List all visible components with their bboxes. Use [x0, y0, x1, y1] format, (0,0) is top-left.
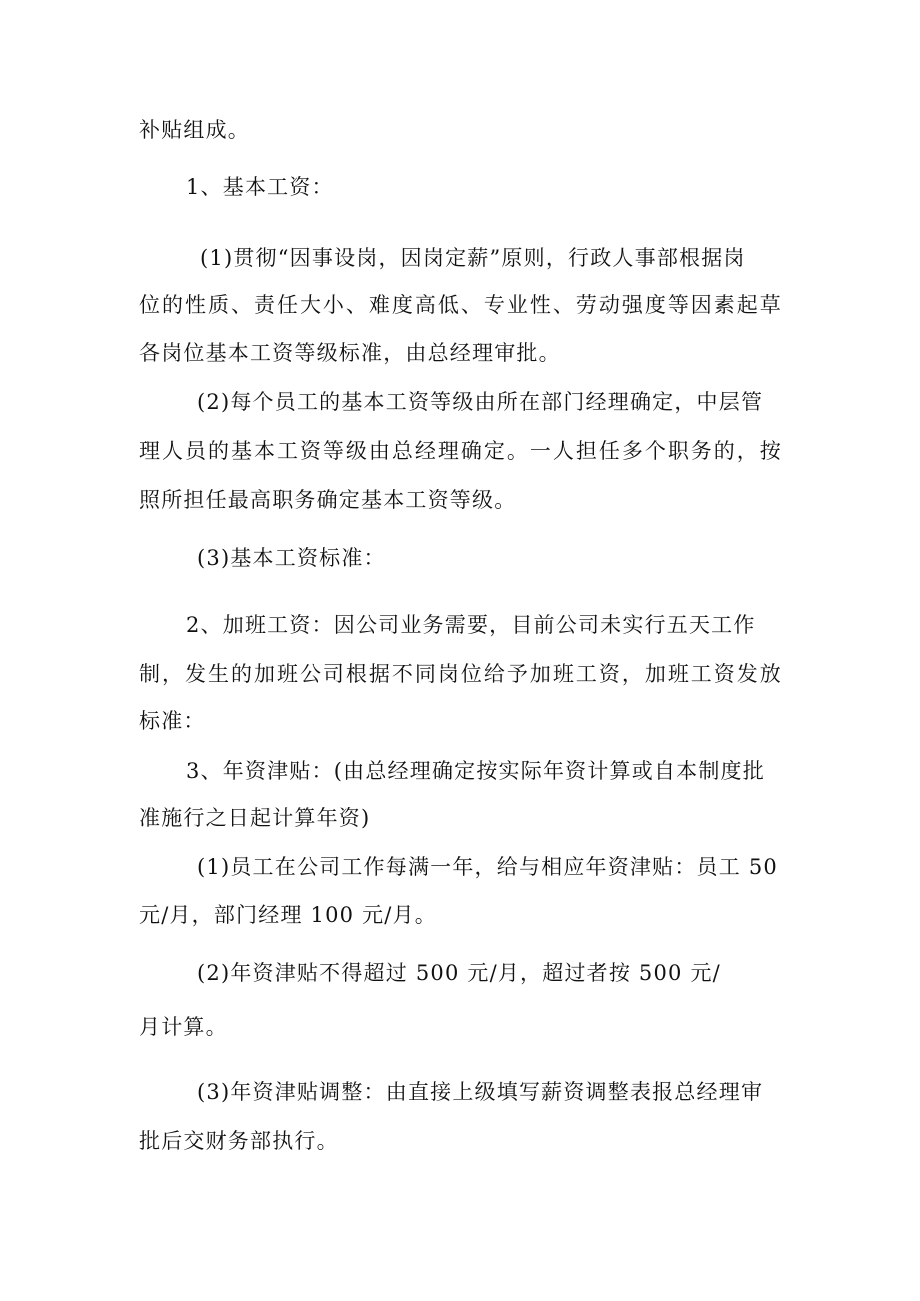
text-line: (1)员工在公司工作每满一年，给与相应年资津贴：员工 50 — [197, 855, 778, 879]
text-line: (3)年资津贴调整：由直接上级填写薪资调整表报总经理审 — [197, 1080, 764, 1104]
text-line: 各岗位基本工资等级标准，由总经理审批。 — [139, 341, 561, 365]
text-line: 照所担任最高职务确定基本工资等级。 — [139, 488, 517, 512]
text-line: 3、年资津贴：(由总经理确定按实际年资计算或自本制度批 — [186, 759, 765, 783]
text-line: (2)年资津贴不得超过 500 元/月，超过者按 500 元/ — [197, 961, 721, 985]
text-line: (2)每个员工的基本工资等级由所在部门经理确定，中层管 — [197, 390, 764, 414]
text-line: 2、加班工资：因公司业务需要，目前公司未实行五天工作 — [186, 613, 756, 637]
text-line: 批后交财务部执行。 — [139, 1129, 339, 1153]
text-line: 1、基本工资： — [186, 175, 334, 199]
text-line: 准施行之日起计算年资) — [139, 806, 371, 830]
text-line: (3)基本工资标准： — [197, 546, 386, 570]
text-line: 制，发生的加班公司根据不同岗位给予加班工资，加班工资发放 — [139, 662, 782, 686]
text-line: 元/月，部门经理 100 元/月。 — [139, 903, 437, 927]
text-line: 补贴组成。 — [139, 118, 250, 142]
text-line: 月计算。 — [139, 1015, 228, 1039]
text-line: 位的性质、责任大小、难度高低、专业性、劳动强度等因素起草 — [139, 293, 782, 317]
text-line: (1)贯彻“因事设岗，因岗定薪”原则，行政人事部根据岗 — [200, 246, 746, 270]
text-line: 理人员的基本工资等级由总经理确定。一人担任多个职务的，按 — [139, 439, 782, 463]
text-line: 标准： — [139, 709, 206, 733]
